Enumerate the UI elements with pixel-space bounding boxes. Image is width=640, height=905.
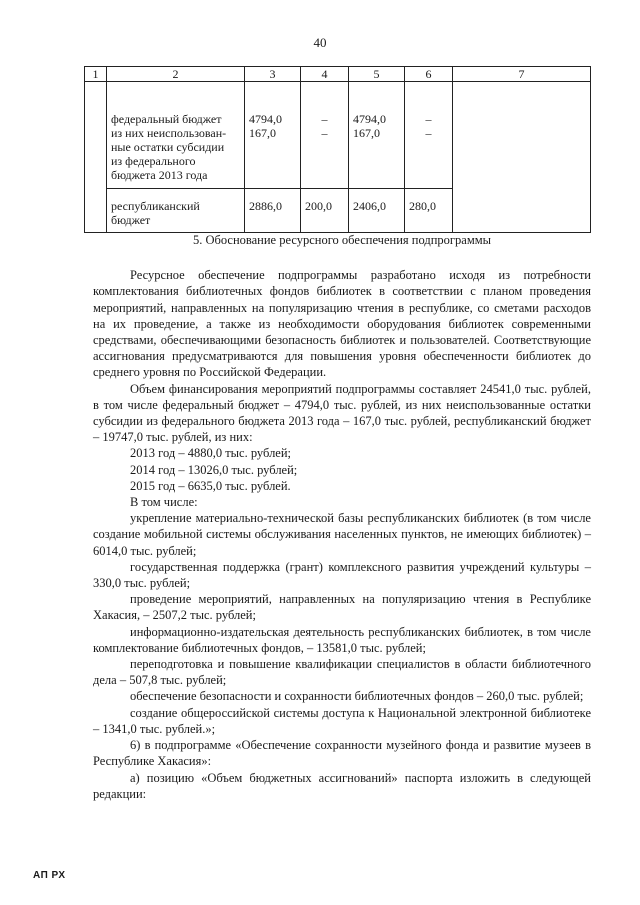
table-cell-source: [107, 82, 245, 189]
table-header-cell: 6: [405, 67, 453, 82]
cell-text: –: [321, 126, 328, 140]
cell-text: –: [425, 112, 432, 126]
table-header-cell: 1: [85, 67, 107, 82]
cell-text: 4794,0: [249, 112, 282, 126]
table-cell-value: [301, 189, 349, 233]
cell-text: 167,0: [249, 126, 276, 140]
paragraph: Ресурсное обеспечение подпрограммы разработано исходя из потребности комплектования библиотечных фондов библиотек в соответствии с планом проведения мероприятий, направленных на популяризацию чтения в республике, со сметами расходов на их проведение, а также из необходимости оборудования библиотек современными средствами, обеспечивающими безопасность библиотек и пользователей. Соответствующие ассигнования предусматриваются для повышения уровня обеспеченности библиотек до среднего уровня по Российской Федерации.: [93, 268, 591, 380]
paragraph: обеспечение безопасности и сохранности библиотечных фондов – 260,0 тыс. рублей;: [130, 689, 584, 704]
list-item: В том числе:: [130, 495, 198, 510]
cell-text: 280,0: [409, 199, 436, 213]
cell-text: –: [425, 126, 432, 140]
paragraph: государственная поддержка (грант) комплексного развития учреждений культуры – 330,0 тыс. рублей;: [93, 559, 591, 591]
cell-text: ные остатки субсидии: [111, 140, 225, 154]
table-cell-value: [349, 82, 405, 189]
paragraph: проведение мероприятий, направленных на популяризацию чтения в Республике Хакасия, – 2507,2 тыс. рублей;: [93, 592, 591, 623]
cell-text: 2886,0: [249, 199, 282, 213]
cell-text: из них неиспользован-: [111, 126, 227, 140]
list-item: 2015 год – 6635,0 тыс. рублей.: [130, 478, 291, 493]
paragraph: информационно-издательская деятельность республиканских библиотек, в том числе комплектование библиотечных фондов, – 13581,0 тыс. рублей;: [93, 624, 591, 655]
table-cell-value: [349, 189, 405, 233]
cell-text: бюджет: [111, 213, 151, 227]
table-header-cell: 2: [107, 67, 245, 82]
table-header-cell: 5: [349, 67, 405, 82]
page-number: 40: [313, 35, 327, 50]
cell-text: 2406,0: [353, 199, 386, 213]
list-item: 2013 год – 4880,0 тыс. рублей;: [130, 446, 292, 461]
cell-text: –: [321, 112, 328, 126]
cell-text: 4794,0: [353, 112, 386, 126]
table-header-cell: 7: [453, 67, 591, 82]
cell-text: республиканский: [111, 199, 200, 213]
table-cell-value: [301, 82, 349, 189]
section-title: 5. Обоснование ресурсного обеспечения подпрограммы: [192, 233, 492, 247]
paragraph: переподготовка и повышение квалификации специалистов в области библиотечного дела – 507,8 тыс. рублей;: [93, 657, 591, 688]
table-cell-value: [405, 82, 453, 189]
table-cell: [85, 82, 107, 233]
table-cell-value: [245, 82, 301, 189]
paragraph: укрепление материально-технической базы республиканских библиотек (в том числе создание мобильной системы обслуживания населенных пунктов, не имеющих библиотек) – 6014,0 тыс. рублей;: [93, 511, 591, 558]
footer-code: АП РХ: [33, 870, 66, 881]
table-cell-source: [107, 189, 245, 233]
cell-text: из федерального: [111, 154, 196, 168]
table-row: [85, 82, 591, 189]
document-body: [93, 232, 591, 802]
finance-table: [84, 66, 591, 233]
table-cell-value: [245, 189, 301, 233]
paragraph: 6) в подпрограмме «Обеспечение сохранности музейного фонда и развитие музеев в Республике Хакасия»:: [93, 738, 591, 769]
cell-text: бюджета 2013 года: [111, 168, 208, 182]
cell-text: 167,0: [353, 126, 380, 140]
cell-text: 200,0: [305, 199, 332, 213]
paragraph: Объем финансирования мероприятий подпрограммы составляет 24541,0 тыс. рублей, в том числе федеральный бюджет – 4794,0 тыс. рублей, из них неиспользованные остатки субсидии из федерального бюджета 2013 года – 167,0 тыс. рублей, республиканский бюджет – 19747,0 тыс. рублей, из них:: [93, 381, 591, 445]
table-cell: [453, 82, 591, 233]
table-header-row: [85, 67, 591, 82]
paragraph: создание общероссийской системы доступа к Национальной электронной библиотеке – 1341,0 тыс. рублей.»;: [93, 705, 591, 736]
table-header-cell: 4: [301, 67, 349, 82]
paragraph: а) позицию «Объем бюджетных ассигнований» паспорта изложить в следующей редакции:: [93, 770, 591, 801]
table-header-cell: 3: [245, 67, 301, 82]
list-item: 2014 год – 13026,0 тыс. рублей;: [130, 462, 298, 477]
cell-text: федеральный бюджет: [111, 112, 222, 126]
table-cell-value: [405, 189, 453, 233]
